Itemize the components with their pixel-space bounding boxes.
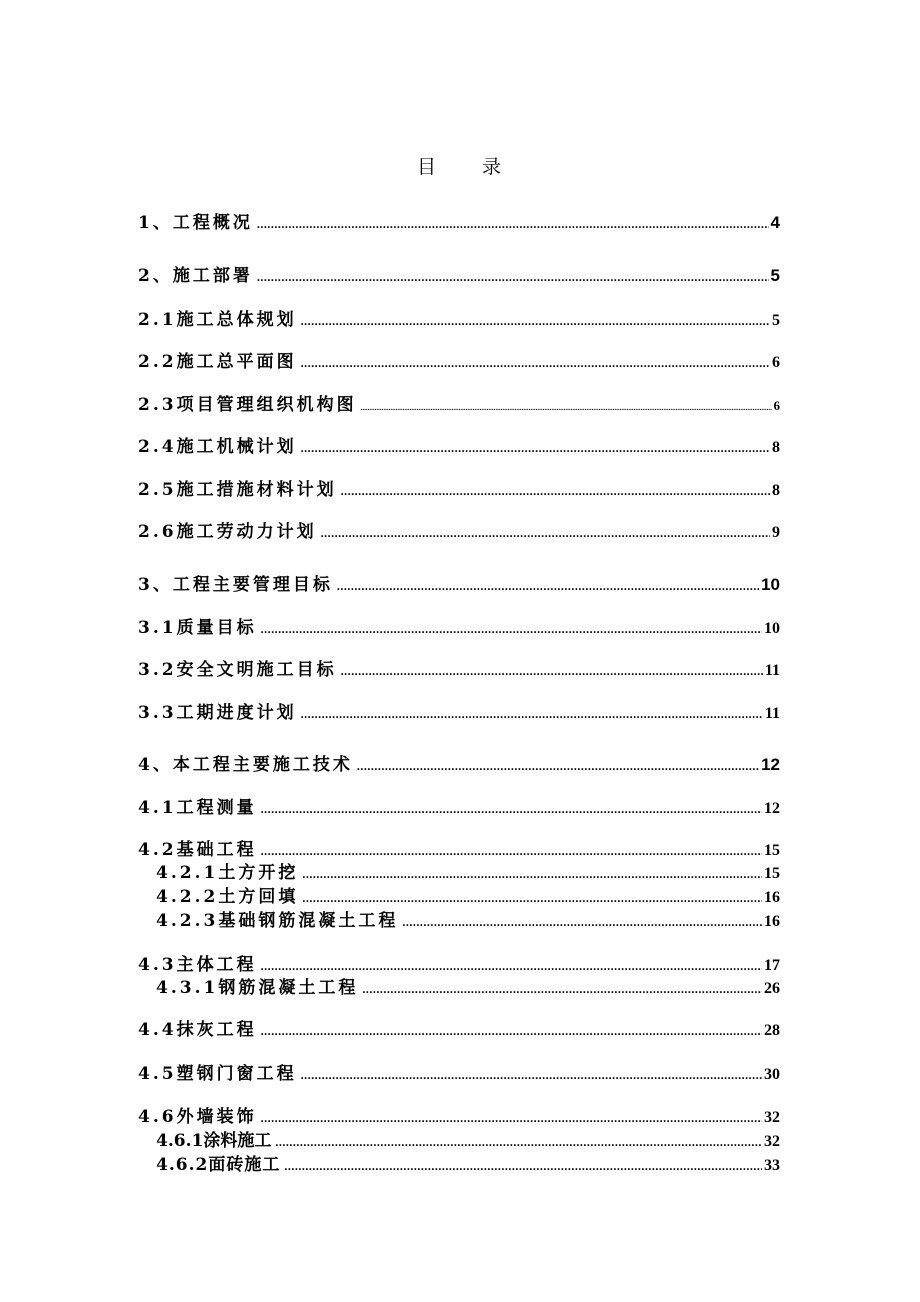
dot-leader	[301, 351, 770, 375]
toc-entry-4-3-1[interactable]	[156, 976, 780, 1000]
dot-leader	[261, 617, 762, 641]
dot-leader	[302, 862, 762, 886]
toc-entry-4-6-1[interactable]	[156, 1129, 780, 1153]
toc-entry-1[interactable]	[138, 211, 780, 235]
toc-entry-page: 8	[772, 482, 780, 499]
dot-leader	[301, 436, 770, 460]
toc-entry-label: 3.3工期进度计划	[138, 703, 297, 723]
toc-entry-3-1[interactable]	[138, 616, 780, 640]
toc-entry-label: 3、工程主要管理目标	[138, 575, 333, 595]
toc-entry-2[interactable]	[138, 264, 780, 288]
dot-leader	[284, 1154, 762, 1178]
toc-entry-page: 16	[764, 913, 780, 930]
dot-leader	[275, 1130, 762, 1154]
toc-entry-page: 9	[772, 524, 780, 541]
toc-entry-4-2-2[interactable]	[156, 885, 780, 909]
toc-entry-page: 5	[772, 312, 780, 329]
dot-leader	[402, 910, 762, 934]
toc-title	[0, 152, 920, 179]
toc-entry-4-6-2[interactable]	[156, 1153, 780, 1177]
toc-entry-4-6[interactable]	[138, 1105, 780, 1129]
toc-entry-label: 4.1工程测量	[138, 798, 257, 818]
toc-entry-page: 32	[764, 1133, 780, 1150]
dot-leader	[261, 797, 762, 821]
toc-entry-label: 4.3主体工程	[138, 955, 257, 975]
toc-entry-label: 1、工程概况	[138, 213, 253, 233]
toc-entry-page: 12	[764, 800, 780, 817]
toc-entry-3-2[interactable]	[138, 658, 780, 682]
toc-entry-label: 3.1质量目标	[138, 618, 257, 638]
toc-entry-page: 11	[764, 662, 780, 679]
toc-entry-4-4[interactable]	[138, 1018, 780, 1042]
toc-entry-2-5[interactable]	[138, 478, 780, 502]
toc-entry-4[interactable]	[138, 753, 780, 777]
toc-entry-3-3[interactable]	[138, 701, 780, 725]
toc-entry-2-2[interactable]	[138, 350, 780, 374]
toc-entry-label: 4.2.3基础钢筋混凝土工程	[156, 911, 399, 931]
dot-leader	[337, 574, 759, 598]
dot-leader	[301, 702, 763, 726]
toc-entry-4-5[interactable]	[138, 1062, 780, 1086]
toc-entry-label: 4、本工程主要施工技术	[138, 755, 353, 775]
toc-entry-label: 4.3.1钢筋混凝土工程	[156, 978, 359, 998]
toc-entry-label: 4.5塑钢门窗工程	[138, 1064, 297, 1084]
toc-entry-page: 28	[764, 1022, 780, 1039]
dot-leader	[321, 521, 770, 545]
toc-entry-2-6[interactable]	[138, 520, 780, 544]
dot-leader	[341, 659, 763, 683]
toc-entry-page: 32	[764, 1109, 780, 1126]
dot-leader	[261, 839, 762, 863]
toc-entry-page: 4	[770, 213, 780, 232]
dot-leader	[357, 754, 759, 778]
dot-leader	[257, 265, 769, 289]
toc-entry-page: 6	[772, 354, 780, 371]
toc-entry-3[interactable]	[138, 573, 780, 597]
toc-entry-2-4[interactable]	[138, 435, 780, 459]
toc-entry-label: 4.2基础工程	[138, 840, 257, 860]
dot-leader	[302, 886, 762, 910]
toc-entry-page: 33	[764, 1157, 780, 1174]
dot-leader	[257, 212, 769, 236]
toc-entry-4-1[interactable]	[138, 796, 780, 820]
toc-entry-label: 2.5施工措施材料计划	[138, 480, 337, 500]
dot-leader	[362, 977, 762, 1001]
toc-title-left: 目	[416, 156, 438, 178]
toc-entry-page: 10	[761, 575, 780, 594]
toc-title-right: 录	[482, 156, 504, 178]
dot-leader	[261, 1019, 762, 1043]
toc-entry-page: 5	[770, 266, 780, 285]
toc-entry-label: 4.6.2面砖施工	[156, 1155, 281, 1175]
toc-entry-4-3[interactable]	[138, 953, 780, 977]
dot-leader	[301, 1063, 762, 1087]
toc-entry-label: 2、施工部署	[138, 266, 253, 286]
toc-entry-page: 30	[764, 1066, 780, 1083]
dot-leader	[261, 954, 762, 978]
toc-entry-label: 3.2安全文明施工目标	[138, 660, 337, 680]
toc-entry-2-3[interactable]	[138, 393, 780, 417]
toc-entry-page: 16	[764, 889, 780, 906]
toc-entry-page: 15	[764, 842, 780, 859]
toc-entry-label: 4.4抹灰工程	[138, 1020, 257, 1040]
toc-entry-label: 2.4施工机械计划	[138, 437, 297, 457]
toc-entry-page: 6	[773, 398, 780, 413]
dot-leader	[301, 309, 770, 333]
toc-entry-page: 11	[764, 705, 780, 722]
toc-entry-label: 4.2.2土方回填	[156, 887, 299, 907]
toc-entry-label: 2.2施工总平面图	[138, 352, 297, 372]
toc-entry-4-2-3[interactable]	[156, 909, 780, 933]
toc-entry-page: 8	[772, 439, 780, 456]
dot-leader	[261, 1106, 762, 1130]
toc-entry-label: 2.3项目管理组织机构图	[138, 395, 357, 415]
toc-entry-page: 26	[764, 980, 780, 997]
toc-entry-page: 17	[764, 957, 780, 974]
toc-entry-page: 15	[764, 865, 780, 882]
toc-entry-label: 4.2.1土方开挖	[156, 863, 299, 883]
dot-leader	[361, 396, 772, 420]
toc-entry-label: 2.6施工劳动力计划	[138, 522, 317, 542]
toc-entry-label: 4.6外墙装饰	[138, 1107, 257, 1127]
toc-entry-label: 2.1施工总体规划	[138, 310, 297, 330]
toc-entry-page: 10	[764, 620, 780, 637]
dot-leader	[341, 479, 770, 503]
toc-entry-page: 12	[761, 755, 780, 774]
toc-entry-2-1[interactable]	[138, 308, 780, 332]
toc-entry-label: 4.6.1涂料施工	[156, 1131, 272, 1151]
toc-entry-4-2-1[interactable]	[156, 861, 780, 885]
toc-entry-4-2[interactable]	[138, 838, 780, 862]
